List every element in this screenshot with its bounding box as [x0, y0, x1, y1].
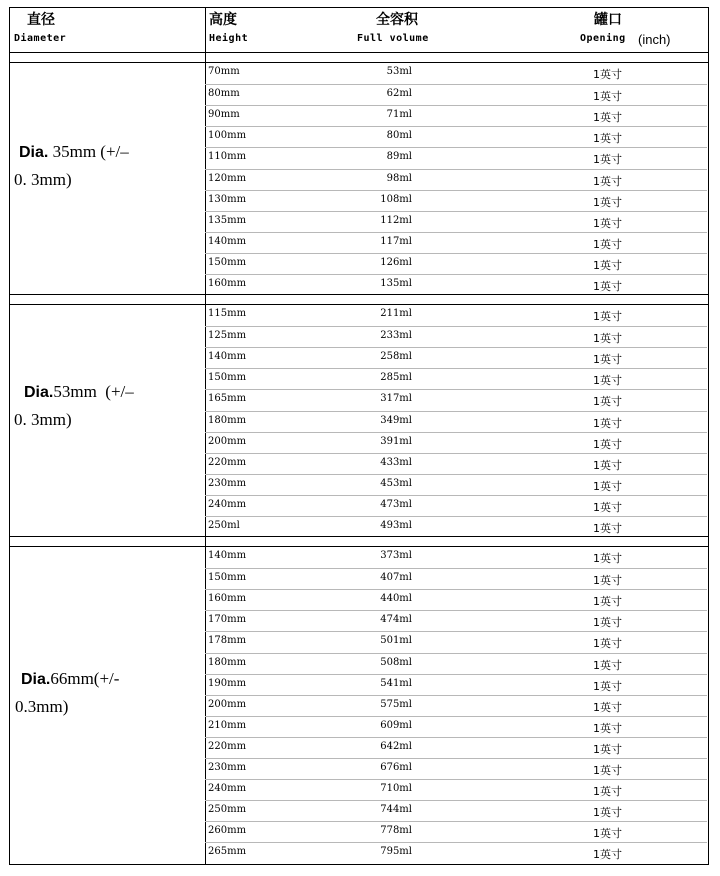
height-cell: 115mm [208, 308, 247, 319]
opening-cell: 1英寸 [593, 500, 622, 514]
opening-cell: 1英寸 [593, 458, 622, 472]
height-cell: 120mm [208, 172, 247, 184]
height-cell: 240mm [208, 498, 247, 510]
header-divider [9, 52, 709, 53]
opening-cell: 1英寸 [593, 395, 622, 409]
table-row [205, 610, 707, 632]
height-cell: 200mm [208, 698, 247, 710]
volume-cell: 493ml [380, 520, 412, 531]
table-row [205, 674, 707, 696]
height-cell: 150mm [208, 372, 247, 384]
table-row [205, 453, 707, 475]
height-cell: 180mm [208, 656, 247, 668]
height-cell: 160mm [208, 593, 247, 605]
height-cell: 230mm [208, 762, 247, 773]
table-row [205, 474, 707, 496]
opening-cell: 1英寸 [593, 68, 622, 81]
volume-cell: 98ml [386, 172, 412, 184]
table-row [205, 389, 707, 411]
height-cell: 150mm [208, 256, 247, 268]
table-row [205, 779, 707, 801]
opening-cell: 1英寸 [593, 764, 622, 777]
table-row [205, 653, 707, 675]
height-cell: 140mm [208, 235, 247, 247]
height-cell: 210mm [208, 719, 247, 731]
table-row [205, 211, 707, 233]
height-cell: 190mm [208, 677, 247, 689]
opening-cell: 1英寸 [593, 574, 622, 588]
volume-cell: 112ml [380, 214, 412, 226]
table-row [205, 169, 707, 191]
volume-cell: 508ml [380, 656, 412, 668]
height-cell: 240mm [208, 783, 247, 795]
opening-cell: 1英寸 [593, 237, 622, 251]
height-cell: 70mm [208, 66, 240, 77]
diameter-header-cn: 直径 [27, 12, 55, 28]
table-row [205, 737, 707, 759]
opening-cell: 1英寸 [593, 721, 622, 735]
table-right-border [708, 7, 709, 865]
height-cell: 140mm [208, 351, 247, 363]
table-top-border [9, 7, 709, 8]
height-cell: 260mm [208, 825, 247, 837]
height-cell: 165mm [208, 393, 247, 405]
height-cell: 170mm [208, 614, 247, 626]
table-row [205, 232, 707, 254]
volume-cell: 407ml [380, 572, 412, 584]
height-cell: 160mm [208, 278, 247, 289]
table-row [205, 695, 707, 717]
height-cell: 178mm [208, 635, 247, 647]
volume-cell: 391ml [380, 435, 412, 447]
table-row [205, 326, 707, 348]
table-row [205, 274, 707, 296]
height-header-cn: 高度 [209, 12, 237, 28]
volume-cell: 778ml [380, 825, 412, 837]
height-cell: 140mm [208, 550, 247, 561]
diameter-header-en: Diameter [14, 33, 67, 44]
height-cell: 135mm [208, 214, 247, 226]
table-row [205, 190, 707, 212]
opening-cell: 1英寸 [593, 658, 622, 672]
volume-cell: 53ml [386, 66, 412, 77]
volume-cell: 433ml [380, 456, 412, 468]
volume-cell: 80ml [386, 130, 412, 142]
volume-cell: 71ml [386, 109, 412, 121]
table-row [205, 305, 707, 326]
opening-cell: 1英寸 [593, 479, 622, 493]
opening-cell: 1英寸 [593, 216, 622, 230]
table-row [205, 516, 707, 538]
volume-cell: 575ml [380, 698, 412, 710]
table-row [205, 631, 707, 653]
opening-unit-label: (inch) [638, 32, 671, 47]
volume-cell: 541ml [380, 677, 412, 689]
volume-cell: 89ml [386, 151, 412, 163]
height-cell: 100mm [208, 130, 247, 142]
table-row [205, 758, 707, 780]
table-row [205, 842, 707, 864]
opening-cell: 1英寸 [593, 616, 622, 630]
opening-cell: 1英寸 [593, 416, 622, 430]
opening-cell: 1英寸 [593, 374, 622, 388]
volume-cell: 258ml [380, 351, 412, 363]
table-row [205, 547, 707, 568]
height-cell: 265mm [208, 846, 247, 858]
height-cell: 250ml [208, 520, 240, 531]
volume-cell: 744ml [380, 804, 412, 816]
volume-cell: 108ml [380, 193, 412, 205]
height-cell: 90mm [208, 109, 240, 121]
volume-cell: 373ml [380, 550, 412, 561]
volume-cell: 474ml [380, 614, 412, 626]
volume-cell: 211ml [380, 308, 412, 319]
opening-cell: 1英寸 [593, 595, 622, 609]
table-row [205, 411, 707, 433]
opening-cell: 1英寸 [593, 522, 622, 535]
height-cell: 110mm [208, 151, 247, 163]
height-cell: 200mm [208, 435, 247, 447]
opening-cell: 1英寸 [593, 90, 622, 104]
opening-cell: 1英寸 [593, 153, 622, 167]
opening-cell: 1英寸 [593, 742, 622, 756]
volume-cell: 349ml [380, 414, 412, 426]
opening-cell: 1英寸 [593, 195, 622, 209]
opening-cell: 1英寸 [593, 332, 622, 346]
height-cell: 130mm [208, 193, 247, 205]
volume-cell: 285ml [380, 372, 412, 384]
table-row [205, 126, 707, 148]
table-row [205, 495, 707, 517]
opening-cell: 1英寸 [593, 258, 622, 272]
volume-cell: 676ml [380, 762, 412, 773]
table-row [205, 368, 707, 390]
opening-cell: 1英寸 [593, 310, 622, 323]
volume-cell: 62ml [386, 88, 412, 100]
volume-cell: 135ml [380, 278, 412, 289]
opening-cell: 1英寸 [593, 700, 622, 714]
volume-cell: 473ml [380, 498, 412, 510]
opening-cell: 1英寸 [593, 806, 622, 820]
table-row [205, 147, 707, 169]
volume-cell: 440ml [380, 593, 412, 605]
table-row [205, 589, 707, 611]
volume-cell: 453ml [380, 477, 412, 489]
height-cell: 230mm [208, 477, 247, 489]
table-row [205, 800, 707, 822]
height-header-en: Height [209, 33, 249, 44]
height-cell: 150mm [208, 572, 247, 584]
opening-cell: 1英寸 [593, 111, 622, 125]
table-row [205, 105, 707, 127]
opening-cell: 1英寸 [593, 174, 622, 188]
table-row [205, 253, 707, 275]
opening-cell: 1英寸 [593, 437, 622, 451]
group2-diameter-label: Dia.53mm (+/– 0. 3mm) [14, 382, 134, 429]
opening-cell: 1英寸 [593, 785, 622, 799]
volume-header-cn: 全容积 [376, 12, 418, 28]
height-cell: 220mm [208, 740, 247, 752]
opening-cell: 1英寸 [593, 280, 622, 293]
opening-header-cn: 罐口 [594, 12, 622, 28]
volume-header-en: Full volume [357, 33, 429, 44]
table-row [205, 84, 707, 106]
opening-cell: 1英寸 [593, 679, 622, 693]
height-cell: 125mm [208, 330, 247, 342]
opening-cell: 1英寸 [593, 552, 622, 565]
opening-header-en: Opening [580, 33, 626, 44]
table-row [205, 568, 707, 590]
height-cell: 250mm [208, 804, 247, 816]
volume-cell: 710ml [380, 783, 412, 795]
opening-cell: 1英寸 [593, 848, 622, 862]
height-cell: 220mm [208, 456, 247, 468]
table-row [205, 716, 707, 738]
table-left-border [9, 7, 10, 865]
group1-diameter-label: Dia. 35mm (+/– 0. 3mm) [14, 142, 129, 189]
volume-cell: 642ml [380, 740, 412, 752]
table-row [205, 347, 707, 369]
opening-cell: 1英寸 [593, 353, 622, 367]
volume-cell: 609ml [380, 719, 412, 731]
volume-cell: 317ml [380, 393, 412, 405]
volume-cell: 233ml [380, 330, 412, 342]
table-row [205, 821, 707, 843]
height-cell: 180mm [208, 414, 247, 426]
volume-cell: 117ml [380, 235, 412, 247]
height-cell: 80mm [208, 88, 240, 100]
volume-cell: 501ml [380, 635, 412, 647]
opening-cell: 1英寸 [593, 637, 622, 651]
group3-diameter-label: Dia.66mm(+/- 0.3mm) [15, 669, 120, 716]
table-row [205, 432, 707, 454]
volume-cell: 126ml [380, 256, 412, 268]
table-row [205, 63, 707, 84]
volume-cell: 795ml [380, 846, 412, 858]
opening-cell: 1英寸 [593, 827, 622, 841]
opening-cell: 1英寸 [593, 132, 622, 146]
